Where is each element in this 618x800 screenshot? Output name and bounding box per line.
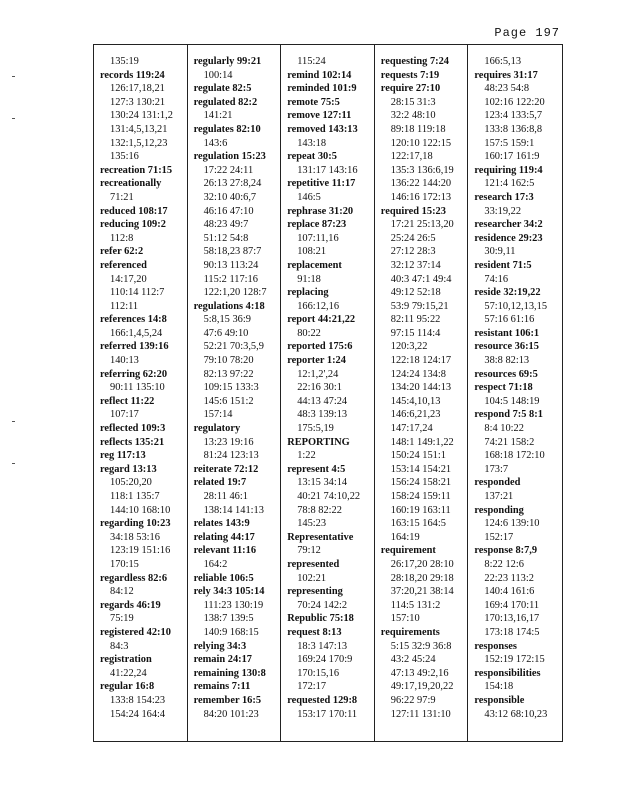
index-entry-continuation: 158:24 159:11 (390, 491, 451, 502)
index-entry-continuation: 79:12 (297, 545, 321, 557)
index-entry-continuation: 110:14 112:7 (110, 287, 165, 299)
index-entry-continuation: 170:13,16,17 (484, 613, 540, 625)
index-entry: resistant 106:1 (474, 327, 540, 339)
index-entry-continuation: 131:17 143:16 (297, 164, 358, 176)
index-entry: related 19:7 (193, 477, 247, 489)
index-entry: repetitive 11:17 (287, 178, 356, 190)
index-entry-continuation: 28:15 31:3 (390, 96, 436, 108)
index-entry-continuation: 147:17,24 (390, 423, 433, 435)
index-entry-continuation: 37:20,21 38:14 (390, 586, 454, 598)
index-entry-continuation: 133:8 136:8,8 (484, 123, 543, 135)
index-entry: records 119:24 (100, 69, 165, 81)
index-entry-continuation: 33:19,22 (484, 205, 522, 217)
index-entry-continuation: 166:5,13 (484, 56, 522, 67)
index-entry: recreation 71:15 (100, 164, 173, 176)
index-entry: reflects 135:21 (100, 436, 165, 448)
index-entry-continuation: 26:13 27:8,24 (203, 178, 262, 190)
index-entry-continuation: 152:17 (484, 531, 514, 543)
index-entry-continuation: 84:20 101:23 (203, 708, 259, 720)
index-entry-continuation: 122:1,20 128:7 (203, 287, 267, 299)
index-entry: Republic 75:18 (287, 613, 354, 625)
index-entry-continuation: 48:3 139:13 (297, 409, 348, 421)
index-entry-continuation: 169:24 170:9 (297, 654, 353, 666)
index-entry-continuation: 144:10 168:10 (110, 504, 171, 516)
index-entry: relevant 11:16 (193, 545, 257, 557)
index-entry: reducing 109:2 (100, 219, 166, 231)
index-entry-continuation: 49:17,19,20,22 (390, 681, 454, 693)
index-entry-continuation: 157:5 159:1 (484, 137, 535, 149)
index-entry: research 17:3 (474, 191, 534, 203)
margin-tick (12, 76, 15, 77)
index-entry-continuation: 146:6,21,23 (390, 409, 441, 421)
index-entry: remains 7:11 (193, 681, 251, 693)
index-entry-continuation: 26:17,20 28:10 (390, 558, 454, 570)
index-entry-continuation: 112:8 (110, 232, 134, 244)
index-entry: rely 34:3 105:14 (193, 586, 265, 598)
index-entry: registered 42:10 (100, 626, 171, 638)
index-entry-continuation: 100:14 (203, 69, 233, 81)
index-entry-continuation: 156:24 158:21 (390, 477, 452, 489)
index-entry-continuation: 84:12 (110, 586, 134, 598)
page-number: Page 197 (494, 26, 560, 40)
index-entry-continuation: 40:21 74:10,22 (297, 491, 361, 502)
index-entry-continuation: 46:16 47:10 (203, 205, 254, 217)
index-entry-continuation: 153:14 154:21 (390, 463, 452, 475)
index-entry: regulated 82:2 (193, 96, 258, 108)
index-entry: responsibilities (474, 667, 541, 679)
index-entry-continuation: 168:18 172:10 (484, 450, 545, 462)
index-entry-continuation: 169:4 170:11 (484, 599, 540, 611)
index-entry-continuation: 43:12 68:10,23 (484, 708, 548, 720)
index-entry: represented (287, 558, 340, 570)
index-entry-continuation: 1:22 (297, 450, 316, 462)
index-entry-continuation: 166:1,4,5,24 (110, 327, 163, 339)
index-entry: removed 143:13 (287, 123, 358, 135)
index-entry-continuation: 131:4,5,13,21 (110, 123, 168, 135)
index-entry: researcher 34:2 (474, 219, 543, 231)
index-entry: requirements (380, 626, 440, 638)
index-entry-continuation: 164:19 (390, 531, 420, 543)
index-entry: regulates 82:10 (193, 123, 261, 135)
index-entry-continuation: 145:23 (297, 518, 327, 530)
index-entry-continuation: 17:22 24:11 (203, 164, 254, 176)
index-entry: reported 175:6 (287, 341, 353, 353)
index-entry-continuation: 75:19 (110, 613, 134, 625)
margin-tick (12, 421, 15, 422)
index-entry: references 14:8 (100, 314, 167, 326)
index-entry-continuation: 130:24 131:1,2 (110, 110, 173, 122)
index-column-4 (375, 45, 469, 741)
index-entry: recreationally (100, 178, 162, 190)
index-entry-continuation: 164:2 (203, 558, 228, 570)
index-entry-continuation: 82:13 97:22 (203, 368, 254, 380)
index-entry: responding (474, 504, 524, 516)
index-entry: remaining 130:8 (193, 667, 266, 679)
index-entry-continuation: 47:13 49:2,16 (390, 667, 449, 679)
index-entry: reliable 106:5 (193, 572, 254, 584)
index-entry-continuation: 157:10 (390, 613, 420, 625)
index-entry: reflect 11:22 (100, 395, 155, 407)
index-entry-continuation: 5:8,15 36:9 (203, 314, 251, 326)
index-entry-continuation: 109:15 133:3 (203, 382, 259, 394)
index-entry-continuation: 115:24 (297, 56, 326, 67)
index-entry-continuation: 18:3 147:13 (297, 640, 348, 652)
index-entry: reside 32:19,22 (474, 287, 541, 299)
index-entry-continuation: 132:1,5,12,23 (110, 137, 168, 149)
index-entry-continuation: 127:3 130:21 (110, 96, 166, 108)
index-entry: regards 46:19 (100, 599, 161, 611)
index-entry-continuation: 82:11 95:22 (390, 314, 441, 326)
index-entry-continuation: 148:1 149:1,22 (390, 436, 454, 448)
index-entry-continuation: 32:2 48:10 (390, 110, 436, 122)
index-entry-continuation: 120:3,22 (390, 341, 428, 353)
index-entry-continuation: 140:13 (110, 355, 139, 367)
index-entry-continuation: 13:15 34:14 (297, 477, 348, 489)
index-entry-continuation: 150:24 151:1 (390, 450, 446, 462)
index-entry: registration (100, 654, 152, 666)
index-entry-continuation: 126:17,18,21 (110, 83, 165, 95)
index-entry-continuation: 124:24 134:8 (390, 368, 446, 380)
index-entry-continuation: 138:14 141:13 (203, 504, 264, 516)
index-entry-continuation: 123:19 151:16 (110, 545, 171, 557)
index-entry: reduced 108:17 (100, 205, 168, 217)
index-entry: required 15:23 (380, 205, 446, 217)
index-entry-continuation: 34:18 53:16 (110, 531, 160, 543)
index-entry-continuation: 48:23 54:8 (484, 83, 530, 95)
index-entry-continuation: 160:19 163:11 (390, 504, 451, 516)
margin-tick (12, 463, 15, 464)
index-column-3 (281, 45, 375, 741)
index-entry-continuation: 97:15 114:4 (390, 327, 441, 339)
index-entry: relating 44:17 (193, 531, 255, 543)
index-entry: representing (287, 586, 343, 598)
index-entry-continuation: 140:9 168:15 (203, 626, 259, 638)
index-entry-continuation: 102:21 (297, 572, 327, 584)
index-entry: rephrase 31:20 (287, 205, 354, 217)
index-entry-continuation: 173:7 (484, 463, 509, 475)
index-entry-continuation: 124:6 139:10 (484, 518, 540, 530)
index-entry: responded (474, 477, 521, 489)
index-entry: reminded 101:9 (287, 83, 357, 95)
index-entry-continuation: 157:14 (203, 409, 233, 421)
index-entry: regard 13:13 (100, 463, 157, 475)
index-entry: reiterate 72:12 (193, 463, 259, 475)
word-index-table (93, 44, 563, 742)
index-entry-continuation: 105:20,20 (110, 477, 152, 489)
index-entry: responsible (474, 694, 525, 706)
index-entry-continuation: 79:10 78:20 (203, 355, 254, 367)
index-entry: regulations 4:18 (193, 300, 265, 312)
index-entry-continuation: 160:17 161:9 (484, 151, 540, 163)
index-entry-continuation: 146:16 172:13 (390, 191, 452, 203)
index-entry: reg 117:13 (100, 450, 146, 462)
index-entry-continuation: 152:19 172:15 (484, 654, 545, 666)
index-entry-continuation: 58:18,23 87:7 (203, 246, 262, 258)
index-entry-continuation: 22:23 113:2 (484, 572, 534, 584)
index-entry: replacing (287, 287, 329, 299)
index-entry-continuation: 134:20 144:13 (390, 382, 452, 394)
index-entry-continuation: 137:21 (484, 491, 514, 502)
index-entry-continuation: 89:18 119:18 (390, 123, 446, 135)
index-entry-continuation: 146:5 (297, 191, 321, 203)
index-entry-continuation: 30:9,11 (484, 246, 516, 258)
index-entry-continuation: 28:11 46:1 (203, 491, 248, 502)
index-entry-continuation: 74:16 (484, 273, 509, 285)
index-entry: report 44:21,22 (287, 314, 356, 326)
index-entry-continuation: 12:1,2',24 (297, 368, 339, 380)
index-entry: regardless 82:6 (100, 572, 168, 584)
index-entry: regarding 10:23 (100, 518, 171, 530)
index-entry: regulatory (193, 423, 241, 435)
index-column-2 (188, 45, 282, 741)
index-entry-continuation: 27:12 28:3 (390, 246, 436, 258)
index-entry-continuation: 74:21 158:2 (484, 436, 535, 448)
index-entry-continuation: 52:21 70:3,5,9 (203, 341, 264, 353)
index-entry-continuation: 170:15,16 (297, 667, 340, 679)
index-entry-continuation: 143:18 (297, 137, 327, 149)
index-entry-continuation: 51:12 54:8 (203, 232, 249, 244)
index-entry-continuation: 44:13 47:24 (297, 395, 348, 407)
index-entry: regular 16:8 (100, 681, 155, 693)
index-entry-continuation: 90:11 135:10 (110, 382, 165, 394)
index-entry-continuation: 133:8 154:23 (110, 694, 166, 706)
index-entry-continuation: 135:19 (110, 56, 139, 67)
index-entry-continuation: 17:21 25:13,20 (390, 219, 454, 231)
index-entry-continuation: 41:22,24 (110, 667, 147, 679)
index-entry-continuation: 166:12,16 (297, 300, 340, 312)
index-entry-continuation: 122:18 124:17 (390, 355, 452, 367)
index-entry-continuation: 121:4 162:5 (484, 178, 535, 190)
index-entry-continuation: 32:12 37:14 (390, 259, 441, 271)
index-entry-continuation: 32:10 40:6,7 (203, 191, 257, 203)
index-entry-continuation: 40:3 47:1 49:4 (390, 273, 452, 285)
index-entry: requested 129:8 (287, 694, 358, 706)
index-entry: reporter 1:24 (287, 355, 346, 367)
index-column-5 (468, 45, 562, 741)
index-entry-continuation: 154:18 (484, 681, 514, 693)
index-entry: reflected 109:3 (100, 423, 166, 435)
index-entry: referring 62:20 (100, 368, 168, 380)
index-entry-continuation: 53:9 79:15,21 (390, 300, 449, 312)
index-entry: remind 102:14 (287, 69, 352, 81)
index-entry: resource 36:15 (474, 341, 539, 353)
index-entry-continuation: 49:12 52:18 (390, 287, 441, 299)
index-entry-continuation: 120:10 122:15 (390, 137, 452, 149)
index-entry-continuation: 107:11,16 (297, 232, 339, 244)
index-entry: repeat 30:5 (287, 151, 337, 163)
index-entry: represent 4:5 (287, 463, 346, 475)
index-entry-continuation: 173:18 174:5 (484, 626, 540, 638)
index-entry-continuation: 107:17 (110, 409, 139, 421)
index-entry-continuation: 48:23 49:7 (203, 219, 249, 231)
index-column-1 (94, 45, 188, 741)
index-entry: relying 34:3 (193, 640, 247, 652)
index-entry-continuation: 80:22 (297, 327, 321, 339)
index-entry-continuation: 71:21 (110, 191, 134, 203)
index-entry-continuation: 90:13 113:24 (203, 259, 259, 271)
index-entry-continuation: 5:15 32:9 36:8 (390, 640, 452, 652)
index-entry: regulate 82:5 (193, 83, 252, 95)
index-entry: response 8:7,9 (474, 545, 538, 557)
index-entry-continuation: 172:17 (297, 681, 327, 693)
index-entry-continuation: 143:6 (203, 137, 228, 149)
index-entry: REPORTING (287, 436, 350, 448)
index-entry-continuation: 81:24 123:13 (203, 450, 259, 462)
index-entry-continuation: 115:2 117:16 (203, 273, 258, 285)
index-entry: replacement (287, 259, 342, 271)
index-entry-continuation: 57:16 61:16 (484, 314, 535, 326)
index-entry: relates 143:9 (193, 518, 250, 530)
index-entry: remain 24:17 (193, 654, 252, 666)
index-entry-continuation: 84:3 (110, 640, 129, 652)
index-entry-continuation: 104:5 148:19 (484, 395, 540, 407)
index-entry-continuation: 47:6 49:10 (203, 327, 249, 339)
index-entry: require 27:10 (380, 83, 441, 95)
index-entry-continuation: 153:17 170:11 (297, 708, 358, 720)
index-entry: replace 87:23 (287, 219, 347, 231)
index-entry-continuation: 135:16 (110, 151, 139, 163)
index-entry-continuation: 8:4 10:22 (484, 423, 524, 435)
margin-tick (12, 118, 15, 119)
index-entry-continuation: 122:17,18 (390, 151, 433, 163)
index-entry-continuation: 118:1 135:7 (110, 491, 160, 502)
index-entry-continuation: 91:18 (297, 273, 321, 285)
index-entry-continuation: 102:16 122:20 (484, 96, 545, 108)
index-entry-continuation: 38:8 82:13 (484, 355, 530, 367)
index-entry-continuation: 145:6 151:2 (203, 395, 254, 407)
index-entry-continuation: 28:18,20 29:18 (390, 572, 454, 584)
index-entry-continuation: 57:10,12,13,15 (484, 300, 548, 312)
index-entry: regularly 99:21 (193, 56, 262, 67)
index-entry: residence 29:23 (474, 232, 543, 244)
index-entry: requesting 7:24 (380, 56, 449, 67)
index-entry-continuation: 175:5,19 (297, 423, 334, 435)
index-entry: requiring 119:4 (474, 164, 543, 176)
index-entry: regulation 15:23 (193, 151, 266, 163)
index-entry-continuation: 141:21 (203, 110, 233, 122)
index-entry: respect 71:18 (474, 382, 533, 394)
index-entry-continuation: 78:8 82:22 (297, 504, 342, 516)
index-entry-continuation: 14:17,20 (110, 273, 147, 285)
index-entry-continuation: 123:4 133:5,7 (484, 110, 543, 122)
index-entry-continuation: 25:24 26:5 (390, 232, 436, 244)
index-entry: resources 69:5 (474, 368, 538, 380)
index-entry-continuation: 127:11 131:10 (390, 708, 451, 720)
index-entry-continuation: 163:15 164:5 (390, 518, 446, 530)
index-entry: requests 7:19 (380, 69, 440, 81)
index-entry-continuation: 108:21 (297, 246, 327, 258)
index-entry-continuation: 136:22 144:20 (390, 178, 452, 190)
index-entry: responses (474, 640, 517, 652)
index-entry-continuation: 8:22 12:6 (484, 558, 524, 570)
index-entry-continuation: 154:24 164:4 (110, 708, 166, 720)
index-entry-continuation: 140:4 161:6 (484, 586, 535, 598)
index-entry: refer 62:2 (100, 246, 144, 258)
index-entry-continuation: 43:2 45:24 (390, 654, 436, 666)
index-entry: remember 16:5 (193, 694, 262, 706)
index-entry: requirement (380, 545, 436, 557)
index-entry-continuation: 145:4,10,13 (390, 395, 441, 407)
index-entry-continuation: 112:11 (110, 300, 139, 312)
index-entry: remote 75:5 (287, 96, 340, 108)
index-entry: referred 139:16 (100, 341, 169, 353)
index-entry-continuation: 96:22 97:9 (390, 694, 436, 706)
index-entry: remove 127:11 (287, 110, 352, 122)
index-entry: Representative (287, 531, 354, 543)
index-entry-continuation: 22:16 30:1 (297, 382, 342, 394)
index-entry-continuation: 70:24 142:2 (297, 599, 348, 611)
index-entry: respond 7:5 8:1 (474, 409, 543, 421)
index-entry: resident 71:5 (474, 259, 532, 271)
index-entry: request 8:13 (287, 626, 342, 638)
index-entry-continuation: 135:3 136:6,19 (390, 164, 454, 176)
index-entry-continuation: 111:23 130:19 (203, 599, 264, 611)
index-entry-continuation: 114:5 131:2 (390, 599, 441, 611)
index-entry: requires 31:17 (474, 69, 538, 81)
index-entry-continuation: 170:15 (110, 558, 139, 570)
index-entry-continuation: 13:23 19:16 (203, 436, 254, 448)
index-entry: referenced (100, 259, 147, 271)
index-entry-continuation: 138:7 139:5 (203, 613, 254, 625)
